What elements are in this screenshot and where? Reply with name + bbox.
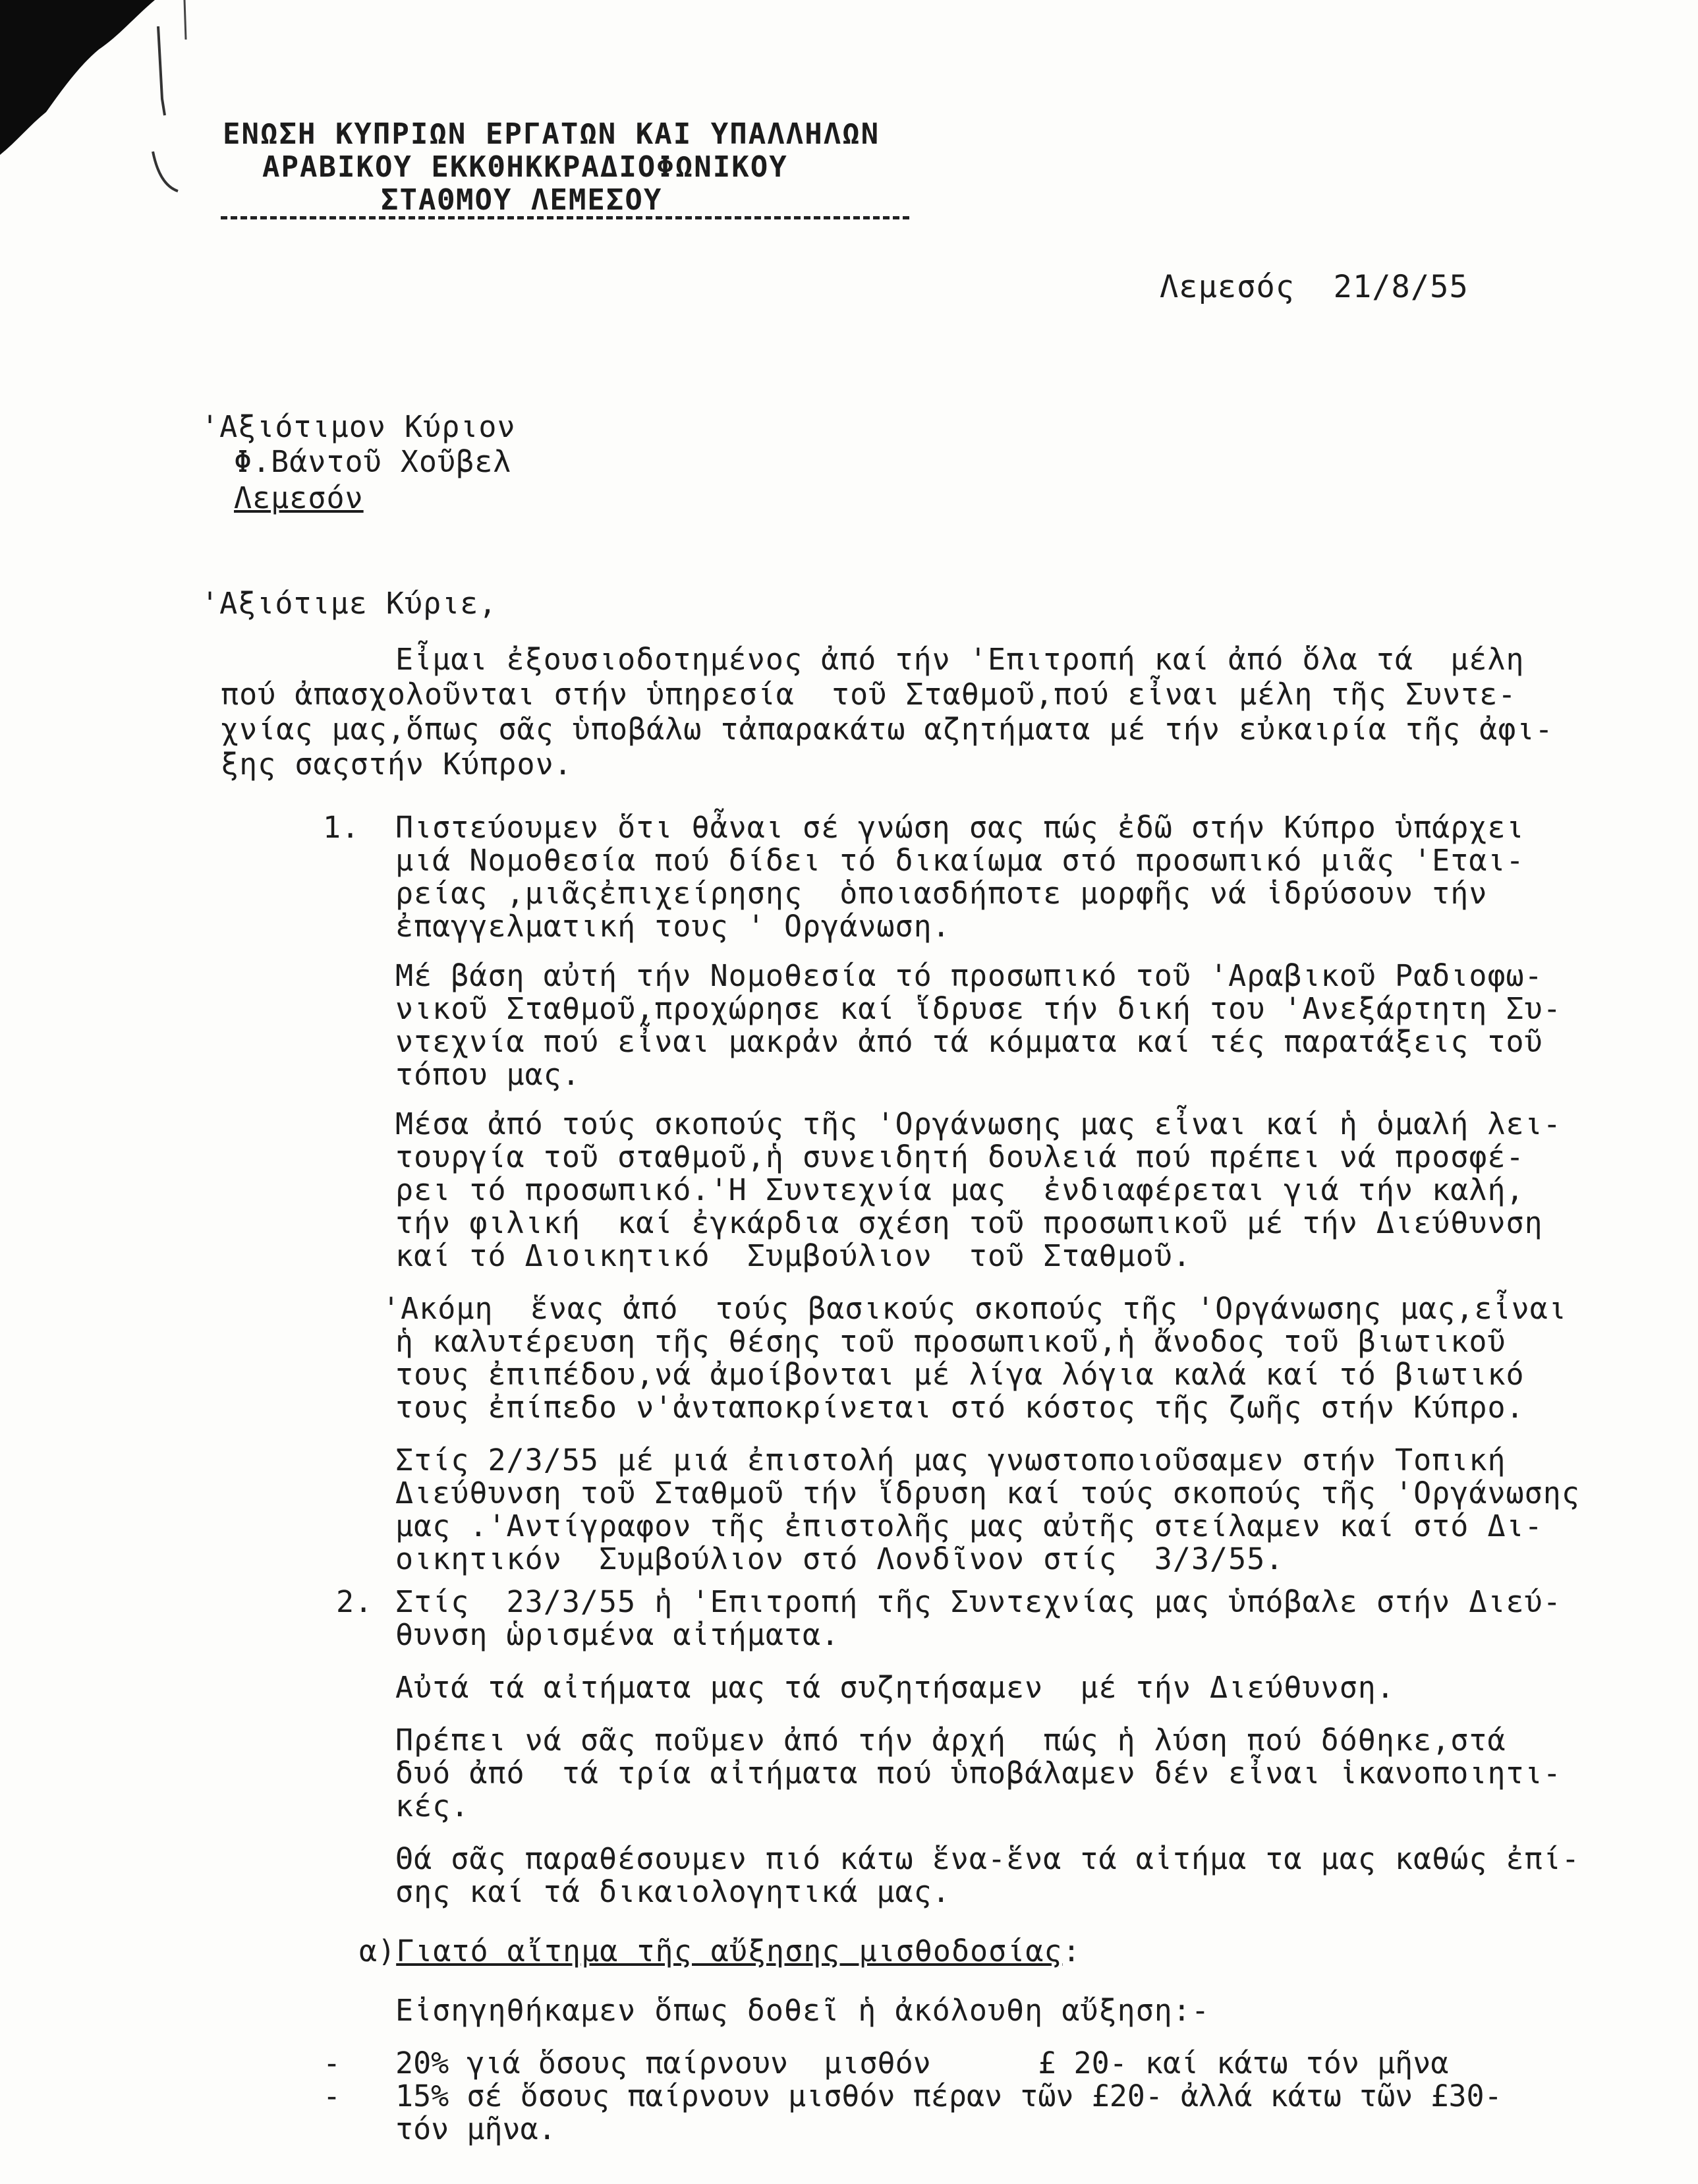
paragraph-line: Μέ βάση αὐτή τήν Νομοθεσία τό προσωπικό τοῦ 'Αραβικοῦ Ραδιοφω- bbox=[395, 958, 1543, 993]
paragraph-line: καί τό Διοικητικό Συμβούλιον τοῦ Σταθμοῦ. bbox=[395, 1238, 1191, 1273]
paragraph-line: Αὐτά τά αἰτήματα μας τά συζητήσαμεν μέ τήν Διεύθυνση. bbox=[395, 1670, 1395, 1705]
paragraph-line: Θά σᾶς παραθέσουμεν πιό κάτω ἕνα-ἕνα τά αἰτήμα τα μας καθώς ἐπί- bbox=[395, 1841, 1580, 1876]
paragraph-line: Στίς 23/3/55 ἡ 'Επιτροπή τῆς Συντεχνίας μας ὑπόβαλε στήν Διεύ- bbox=[395, 1584, 1562, 1619]
subsection-a-prefix: α) bbox=[359, 1934, 397, 1968]
paragraph-line: Μέσα ἀπό τούς σκοπούς τῆς 'Οργάνωσης μας εἶναι καί ἡ ὁμαλή λει- bbox=[395, 1106, 1562, 1141]
paragraph-line: 'Ακόμη ἕνας ἀπό τούς βασικούς σκοπούς τῆς 'Οργάνωσης μας,εἶναι bbox=[382, 1291, 1567, 1326]
paragraph-line: τόπου μας. bbox=[395, 1057, 580, 1092]
paragraph-line: Πρέπει νά σᾶς ποῦμεν ἀπό τήν ἀρχή πώς ἡ λύση πού δόθηκε,στά bbox=[395, 1723, 1506, 1758]
paragraph-line: μας .'Αντίγραφον τῆς ἐπιστολῆς μας αὐτῆς στείλαμεν καί στό Δι- bbox=[395, 1509, 1543, 1543]
list-bullet: - bbox=[323, 2079, 341, 2113]
paragraph-line: ρει τό προσωπικό.'Η Συντεχνία μας ἐνδιαφέρεται γιά τήν καλή, bbox=[395, 1172, 1525, 1207]
list-item-line: 20% γιά ὅσους παίρνουν μισθόν £ 20- καί κάτω τόν μῆνα bbox=[395, 2046, 1449, 2081]
paragraph-line: Πιστεύουμεν ὅτι θἆναι σέ γνώση σας πώς ἐδῶ στήν Κύπρο ὑπάρχει bbox=[395, 810, 1525, 845]
intro-line: Εἶμαι ἐξουσιοδοτημένος ἀπό τήν 'Επιτροπή καί ἀπό ὅλα τά μέλη bbox=[395, 642, 1525, 677]
subsection-a-intro: Εἰσηγηθήκαμεν ὅπως δοθεῖ ἡ ἀκόλουθη αὔξηση:- bbox=[395, 1993, 1210, 2028]
intro-line: χνίας μας,ὅπως σᾶς ὑποβάλω τἀπαρακάτω αζητήματα μέ τήν εὐκαιρία τῆς ἀφι- bbox=[221, 712, 1554, 747]
section-number: 1. bbox=[323, 810, 360, 845]
paragraph-line: μιά Νομοθεσία πού δίδει τό δικαίωμα στό προσωπικό μιᾶς 'Εται- bbox=[395, 843, 1525, 878]
paragraph-line: νικοῦ Σταθμοῦ,προχώρησε καί ἵδρυσε τήν δική του 'Ανεξάρτητη Συ- bbox=[395, 991, 1562, 1026]
letterhead-line-3: ΣΤΑΘΜΟΥ ΛΕΜΕΣΟΥ bbox=[381, 183, 663, 217]
list-item-line: τόν μῆνα. bbox=[395, 2112, 556, 2146]
section-number: 2. bbox=[336, 1584, 374, 1619]
paragraph-line: τους ἐπίπεδο ν'ἀνταποκρίνεται στό κόστος τῆς ζωῆς στήν Κύπρο. bbox=[395, 1390, 1525, 1425]
letterhead-rule bbox=[221, 216, 909, 219]
paragraph-line: ρείας ,μιᾶςἐπιχείρησης ὁποιασδήποτε μορφῆς νά ἱδρύσουν τήν bbox=[395, 876, 1488, 911]
recipient-title: 'Αξιότιμον Κύριον bbox=[201, 409, 516, 444]
paragraph-line: σης καί τά δικαιολογητικά μας. bbox=[395, 1874, 951, 1909]
letterhead-line-1: ΕΝΩΣΗ ΚΥΠΡΙΩΝ ΕΡΓΑΤΩΝ ΚΑΙ ΥΠΑΛΛΗΛΩΝ bbox=[223, 117, 880, 151]
paragraph-line: Διεύθυνση τοῦ Σταθμοῦ τήν ἵδρυση καί τούς σκοπούς τῆς 'Οργάνωσης bbox=[395, 1476, 1580, 1510]
recipient-name: Φ.Βάντοῦ Χοῦβελ bbox=[234, 444, 512, 479]
paragraph-line: τους ἐπιπέδου,νά ἀμοίβονται μέ λίγα λόγια καλά καί τό βιωτικό bbox=[395, 1357, 1525, 1392]
letter-date: Λεμεσός 21/8/55 bbox=[1160, 269, 1469, 305]
paragraph-line: κές. bbox=[395, 1789, 470, 1824]
paragraph-line: ἡ καλυτέρευση τῆς θέσης τοῦ προσωπικοῦ,ἡ ἄνοδος τοῦ βιωτικοῦ bbox=[395, 1324, 1506, 1359]
letterhead-line-2: ΑΡΑΒΙΚΟΥ ΕΚΚΘΗΚΚΡΑΔΙΟΦΩΝΙΚΟΥ bbox=[262, 150, 788, 184]
intro-line: ξης σαςστήν Κύπρον. bbox=[221, 747, 573, 782]
subsection-a-heading bbox=[359, 1934, 1081, 1968]
greeting: 'Αξιότιμε Κύριε, bbox=[201, 586, 497, 621]
paragraph-line: θυνση ὡρισμένα αἰτήματα. bbox=[395, 1617, 840, 1652]
subsection-a-title: Γιατό αἴτημα τῆς αὔξησης μισθοδοσίας bbox=[396, 1934, 1063, 1968]
paragraph-line: οικητικόν Συμβούλιον στό Λονδῖνον στίς 3/3/55. bbox=[395, 1541, 1284, 1576]
paragraph-line: τήν φιλική καί ἐγκάρδια σχέση τοῦ προσωπικοῦ μέ τήν Διεύθυνση bbox=[395, 1205, 1543, 1240]
paragraph-line: τουργία τοῦ σταθμοῦ,ἡ συνειδητή δουλειά πού πρέπει νά προσφέ- bbox=[395, 1139, 1525, 1174]
paragraph-line: Στίς 2/3/55 μέ μιά ἐπιστολή μας γνωστοποιοῦσαμεν στήν Τοπική bbox=[395, 1443, 1506, 1478]
list-bullet: - bbox=[323, 2046, 341, 2081]
ink-blot-corner bbox=[0, 0, 211, 211]
paragraph-line: δυό ἀπό τά τρία αἰτήματα πού ὑποβάλαμεν δέν εἶναι ἱκανοποιητι- bbox=[395, 1756, 1562, 1791]
paragraph-line: ντεχνία πού εἶναι μακρἀν ἀπό τά κόμματα καί τές παρατάξεις τοῦ bbox=[395, 1024, 1543, 1059]
intro-line: πού ἀπασχολοῦνται στήν ὑπηρεσία τοῦ Σταθμοῦ,πού εἶναι μέλη τῆς Συντε- bbox=[221, 677, 1517, 712]
subsection-a-colon: : bbox=[1062, 1934, 1081, 1968]
recipient-city: Λεμεσόν bbox=[234, 480, 364, 515]
paragraph-line: ἐπαγγελματική τους ' Οργάνωση. bbox=[395, 909, 951, 944]
list-item-line: 15% σέ ὅσους παίρνουν μισθόν πέραν τῶν £20- ἀλλά κάτω τῶν £30- bbox=[395, 2079, 1502, 2113]
